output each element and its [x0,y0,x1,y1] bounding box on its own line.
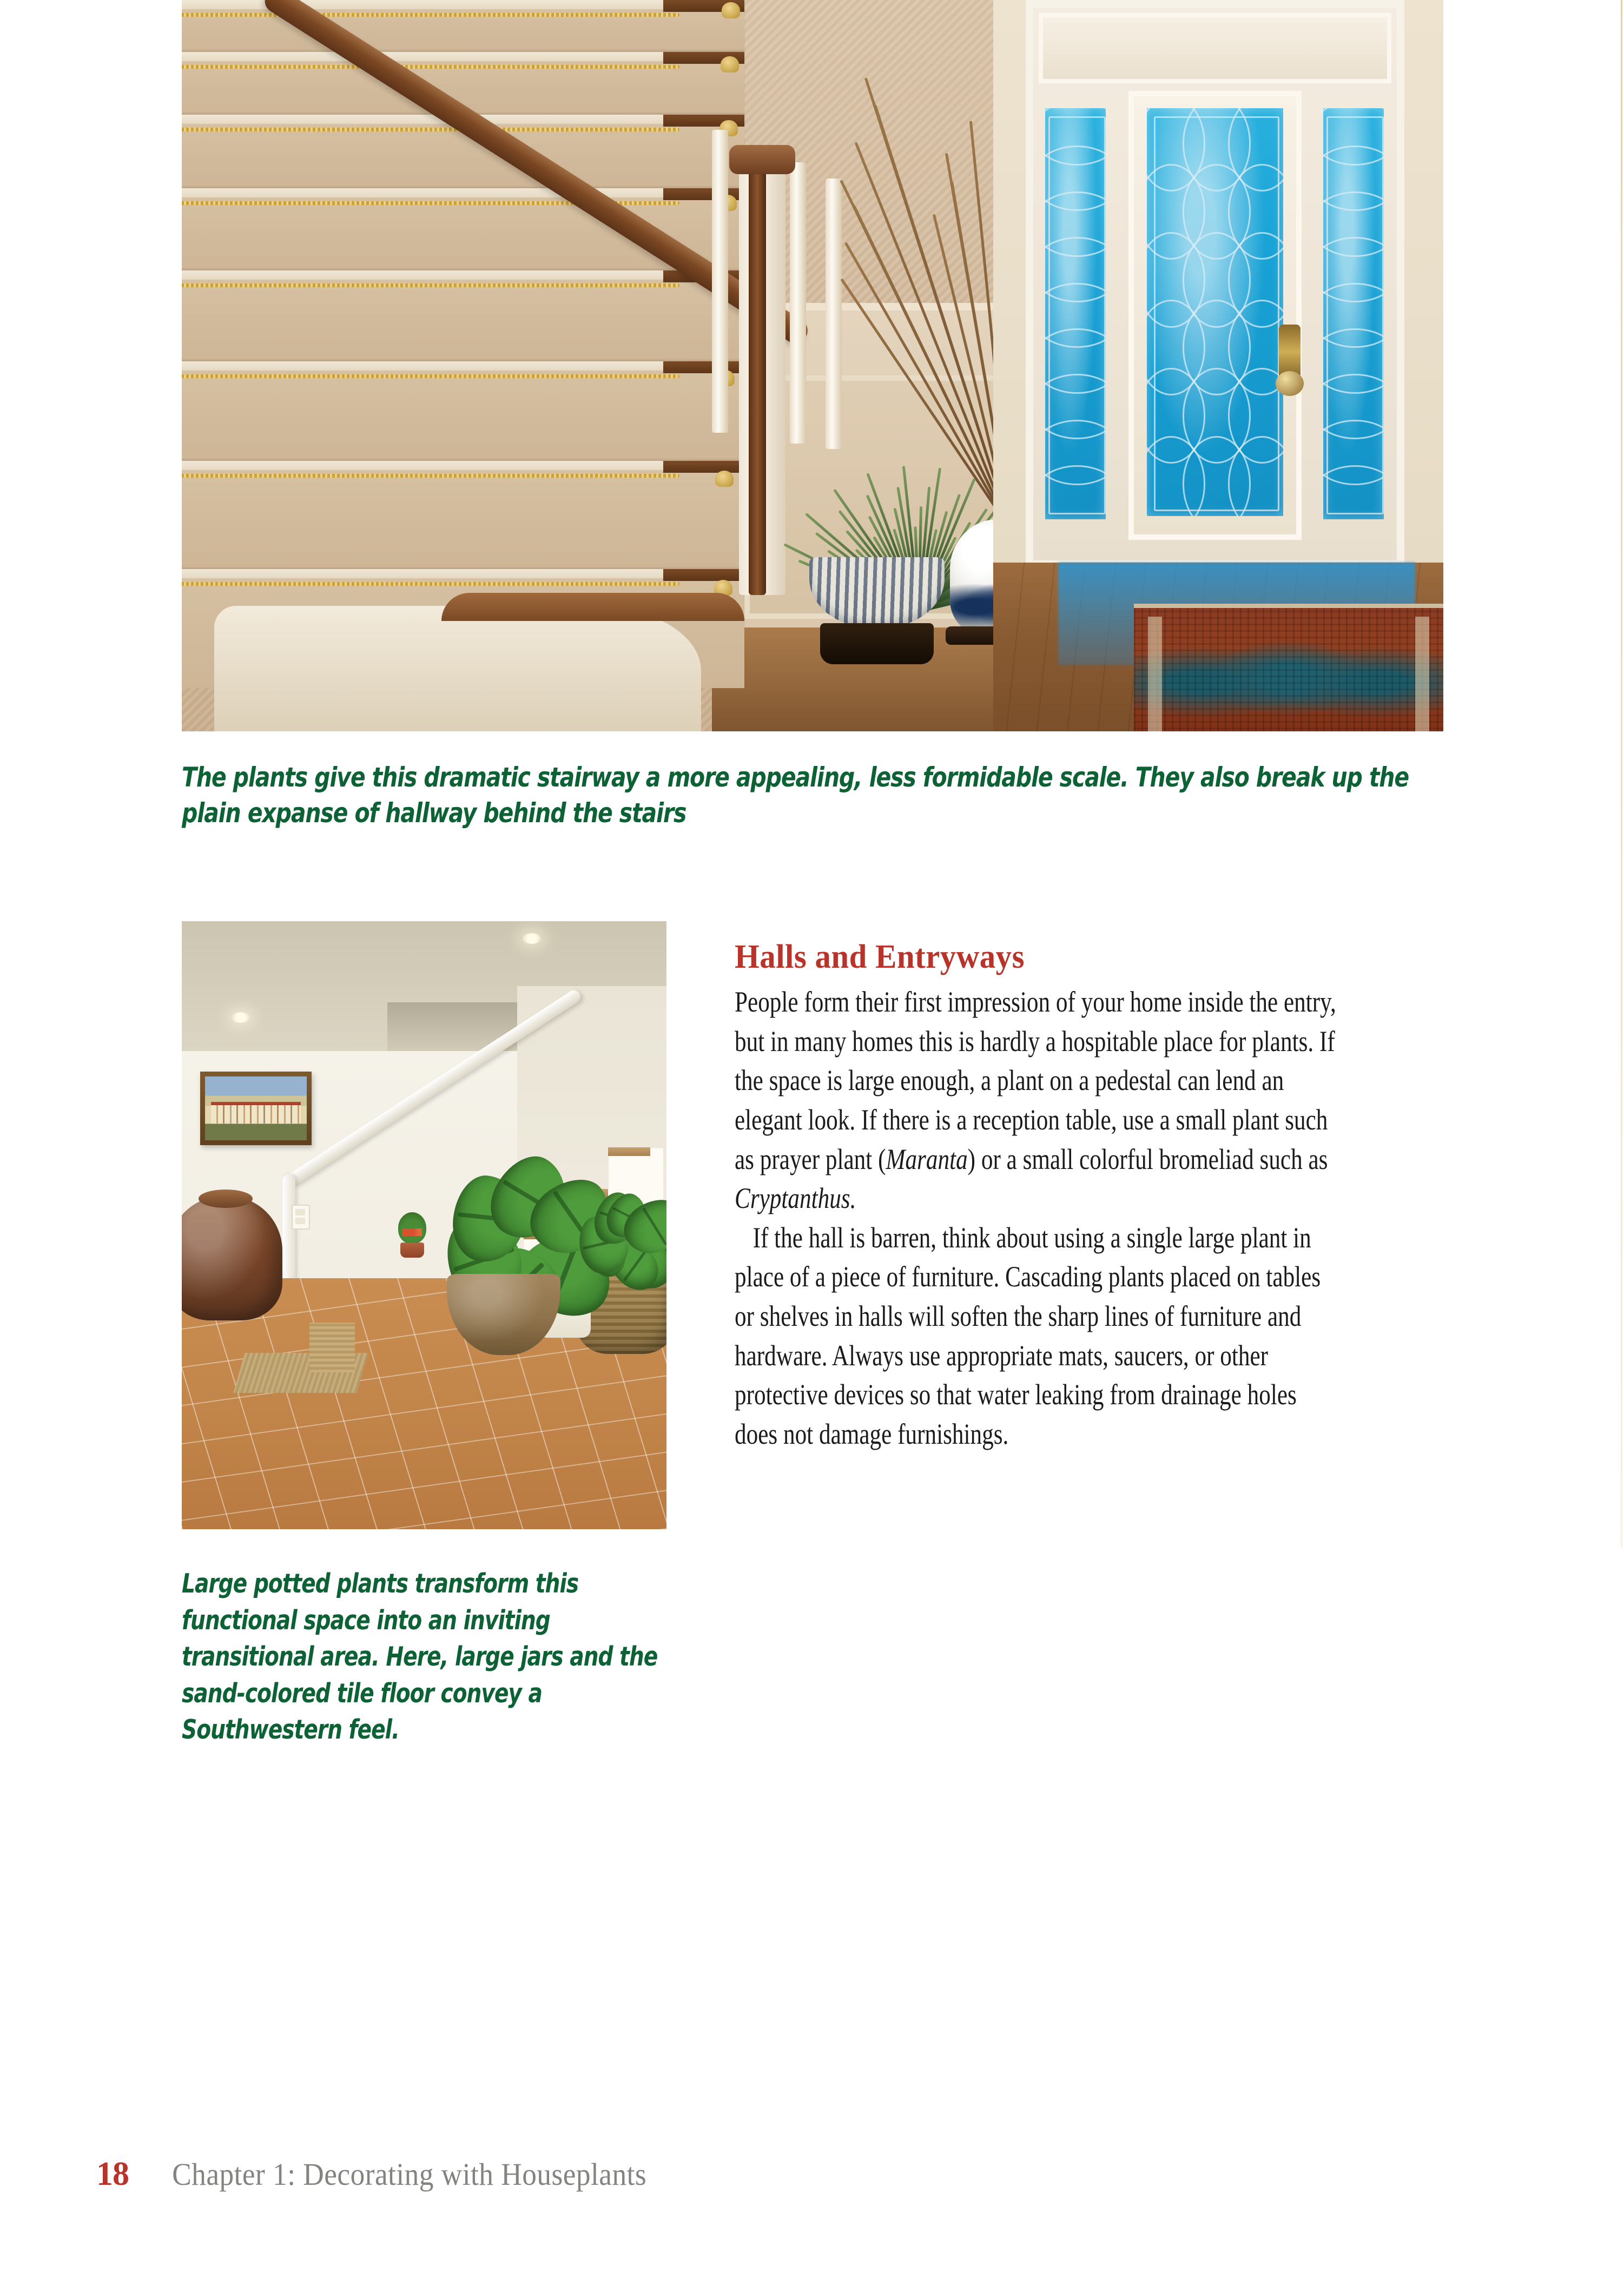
persian-runner-rug [1134,604,1443,731]
door-handle-icon [1279,325,1300,385]
recessed-downlight-icon [523,933,541,944]
stair-bottom-tread [441,593,744,621]
left-photo-caption: Large potted plants transform this functional space into an inviting transitional area. Here, large jars and the sand-colored tile floor convey a Southwestern feel. [182,1568,658,1746]
baluster [826,179,842,449]
genus-maranta: Maranta [886,1142,968,1175]
genus-cryptanthus: Cryptanthus. [735,1182,856,1215]
section-heading: Halls and Entryways [735,939,1025,975]
page-number: 18 [96,2156,129,2192]
large-terracotta-jar [182,1196,282,1320]
chapter-title: Chapter 1: Decorating with Houseplants [172,2157,647,2192]
newel-post-dark-rail [749,168,766,595]
top-photo-caption: The plants give this dramatic stairway a more appealing, less formidable scale. They also break up the plain expanse of hallway behind the stairs [182,762,1409,829]
stair-tread [608,1147,650,1156]
entry-hall-photo [182,921,666,1529]
paragraph-1-text-b: ) or a small colorful bromeliad such as [967,1142,1328,1175]
newel-post-cap [729,145,795,174]
page-footer [96,2155,667,2193]
recessed-downlight-icon [232,1012,250,1023]
left-sidelight-glass [1045,108,1106,519]
stair-runner-mat [309,1323,355,1372]
body-paragraph-2: If the hall is barren, think about using a single large plant in place of a piece of furniture. Cascading plants placed on tables or shelves in halls will soften the sharp lines of furniture and hardware. Always use appropriate mats, saucers, or other protective devices so that water leaking from drainage holes does not damage furnishings. [735,1221,1321,1450]
stairway-hallway-photo [182,0,1443,731]
page-edge-line [1621,0,1622,1547]
framed-landscape-painting [200,1072,312,1145]
beveled-glass-door-panel [1147,108,1283,516]
painting-artwork [205,1076,307,1140]
light-switch-plate [292,1205,310,1230]
stair-base-curve [214,606,701,731]
small-plant-pot [400,1243,424,1258]
monstera-plant-right [582,1202,666,1289]
article-column [735,940,1438,1454]
transom-panel [1039,13,1391,83]
small-flowering-plant [398,1212,426,1244]
bowl-carved-stand [820,623,934,664]
paragraph-1-text-a: People form their first impression of your home inside the entry, but in many homes this is hardly a hospitable place for plants. If the space is large enough, a plant on a pedestal can lend an elegant look. If there is a reception table, use a small plant such as prayer plant ( [735,986,1336,1175]
body-paragraph-1 [735,982,1336,1218]
front-door [1128,91,1302,540]
right-sidelight-glass [1323,108,1384,519]
baluster [790,162,806,444]
baluster [712,130,728,433]
